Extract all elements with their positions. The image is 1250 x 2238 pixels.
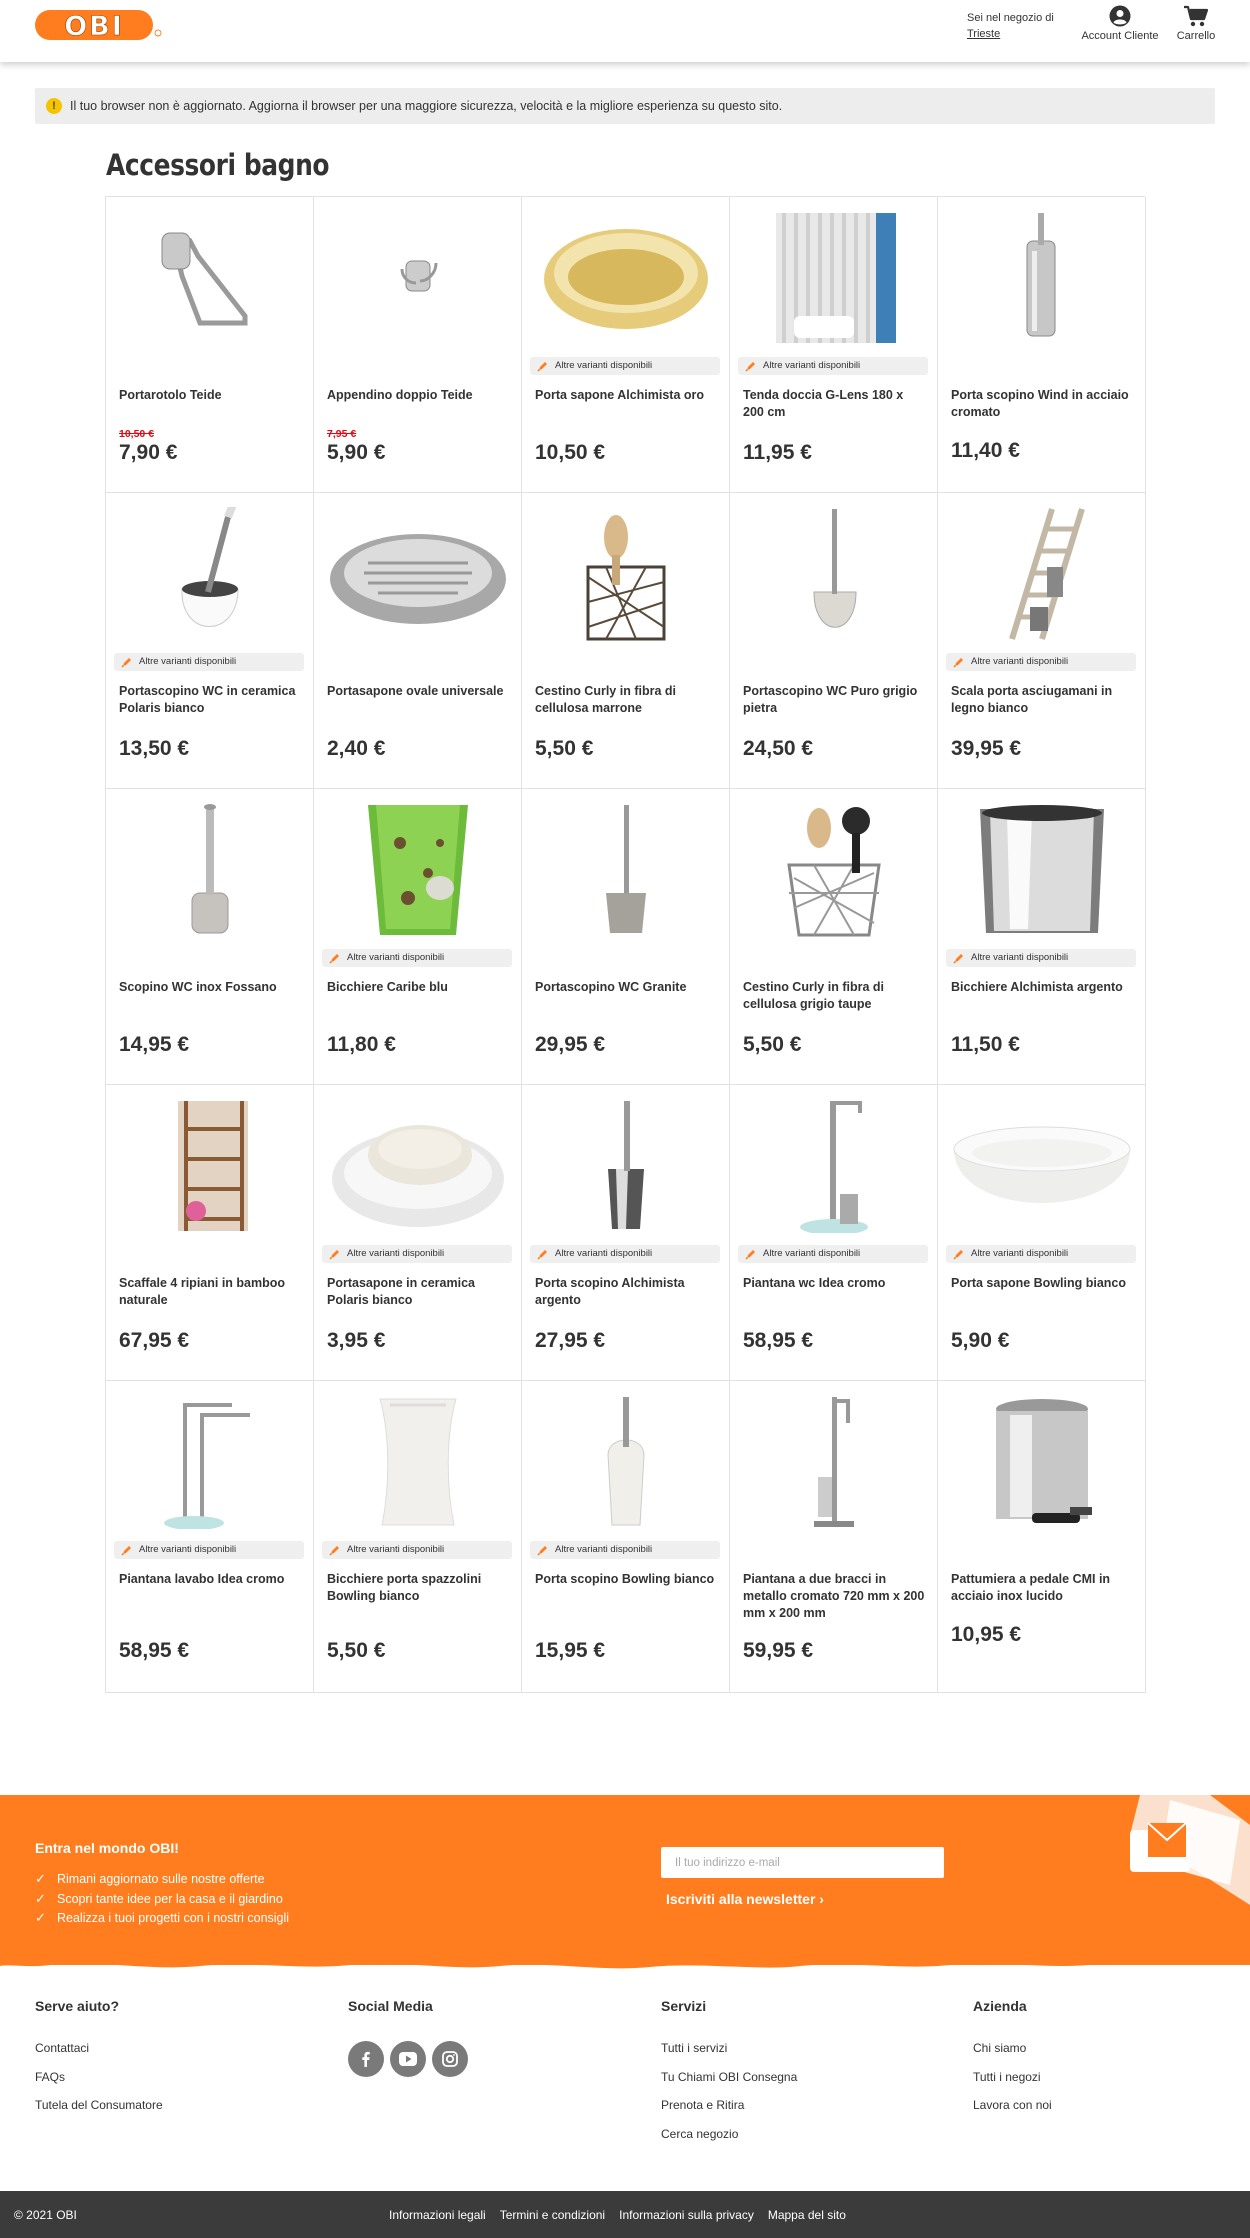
product-image[interactable] [952,803,1132,937]
product-price: 11,50 € [951,1033,1020,1056]
product-grid [105,196,1145,1693]
product-name[interactable]: Porta scopino Wind in acciaio cromato [951,388,1129,419]
footer-link[interactable]: Contattaci [35,2041,90,2055]
store-label: Sei nel negozio di [967,12,1054,24]
product-price: 5,50 € [535,737,594,760]
chrome-toilet-brush-icon [952,211,1132,345]
product-name[interactable]: Piantana wc Idea cromo [743,1276,886,1290]
product-image[interactable] [120,1395,300,1529]
product-image[interactable] [536,1395,716,1529]
variants-label: Altre varianti disponibili [347,952,445,963]
product-name[interactable]: Portasapone ovale universale [327,684,504,698]
footer-help-column [35,1998,295,2127]
variants-icon [329,1248,341,1260]
variants-icon [953,952,965,964]
double-hook-icon [328,211,508,345]
product-card[interactable] [314,493,522,789]
product-name[interactable]: Tenda doccia G-Lens 180 x 200 cm [743,388,904,419]
product-image[interactable] [536,1099,716,1233]
product-image[interactable] [952,507,1132,641]
newsletter-submit-link[interactable]: Iscriviti alla newsletter › [666,1891,824,1907]
silver-tumbler-icon [952,803,1132,937]
product-image[interactable] [536,211,716,345]
benefit-item: ✓ Rimani aggiornato sulle nostre offerte [35,1871,265,1886]
product-card[interactable] [314,1381,522,1693]
variants-label: Altre varianti disponibili [347,1544,445,1555]
product-price: 14,95 € [119,1033,190,1056]
footer-services-column [661,1998,921,2155]
variants-icon [953,656,965,668]
legal-link[interactable]: Informazioni legali [389,2208,486,2222]
product-image[interactable] [120,1099,300,1233]
silver-basket-icon [744,803,924,937]
facebook-icon[interactable] [348,2041,384,2077]
variants-badge[interactable] [738,1245,928,1263]
variants-icon [329,1544,341,1556]
green-tumbler-icon [328,803,508,937]
copyright: © 2021 OBI [14,2208,77,2222]
product-card[interactable] [730,1381,938,1693]
product-image[interactable] [952,1395,1132,1529]
variants-label: Altre varianti disponibili [555,1544,653,1555]
product-card[interactable] [730,789,938,1085]
product-name[interactable]: Cestino Curly in fibra di cellulosa grigio taupe [743,980,884,1011]
product-card[interactable] [106,197,314,493]
product-name[interactable]: Pattumiera a pedale CMI in acciaio inox lucido [951,1572,1111,1603]
cart-icon [1184,5,1208,27]
benefit-item: ✓ Scopri tante idee per la casa e il giardino [35,1890,283,1906]
variants-badge[interactable] [530,357,720,375]
newsletter-title: Entra nel mondo OBI! [35,1840,179,1856]
product-name[interactable]: Bicchiere Caribe blu [327,980,448,994]
product-price: 5,90 € [327,441,386,464]
product-name[interactable]: Piantana a due bracci in metallo cromato 720 mm x 200 mm x 200 mm [743,1572,925,1620]
product-image[interactable] [328,211,508,345]
product-image[interactable] [744,1395,924,1529]
bamboo-shelf-icon [120,1099,300,1233]
product-price: 27,95 € [535,1329,606,1352]
variants-icon [537,1248,549,1260]
product-image[interactable] [120,507,300,641]
footer-link[interactable]: FAQs [35,2069,66,2084]
product-card[interactable] [730,493,938,789]
white-ceramic-brush-icon [120,507,300,641]
variants-label: Altre varianti disponibili [555,1248,653,1259]
variants-badge[interactable] [114,1541,304,1559]
product-card[interactable] [522,1381,730,1693]
product-card[interactable] [106,789,314,1085]
warning-icon: ! [46,98,62,114]
footer-company-title: Azienda [973,1998,1027,2014]
product-card[interactable] [522,1085,730,1381]
variants-icon [537,1544,549,1556]
product-name[interactable]: Portascopino WC in ceramica Polaris bianco [119,684,296,715]
variants-badge[interactable] [114,653,304,671]
variants-badge[interactable] [738,357,928,375]
cart-button[interactable] [1172,5,1220,42]
variants-label: Altre varianti disponibili [971,952,1069,963]
product-card[interactable] [106,1381,314,1693]
variants-icon [953,1248,965,1260]
instagram-icon[interactable] [432,2041,468,2077]
brown-basket-icon [536,507,716,641]
product-price: 58,95 € [743,1329,814,1352]
product-card[interactable] [938,197,1146,493]
variants-label: Altre varianti disponibili [139,1544,237,1555]
product-price: 15,95 € [535,1639,606,1662]
variants-label: Altre varianti disponibili [971,656,1069,667]
product-price: 13,50 € [119,737,190,760]
product-card[interactable] [522,197,730,493]
product-card[interactable] [938,493,1146,789]
product-price: 29,95 € [535,1033,606,1056]
product-name[interactable]: Portascopino WC Granite [535,980,687,994]
check-icon: ✓ [35,1910,46,1925]
legal-link[interactable]: Mappa del sito [767,2208,846,2222]
variants-label: Altre varianti disponibili [763,360,861,371]
product-price: 39,95 € [951,737,1022,760]
product-image[interactable] [536,803,716,937]
towel-stand-icon [120,1395,300,1529]
product-old-price: 7,95 € [327,428,357,440]
footer-company-column [973,1998,1233,2127]
legal-links [389,2208,846,2222]
white-soap-bowl-icon [952,1099,1132,1233]
product-name[interactable]: Porta sapone Bowling bianco [951,1276,1127,1290]
product-image[interactable] [952,211,1132,345]
product-image[interactable] [536,507,716,641]
newsletter-envelope-illustration [1100,1795,1250,1910]
product-image[interactable] [120,211,300,345]
product-name[interactable]: Bicchiere Alchimista argento [951,980,1123,994]
product-price: 24,50 € [743,737,814,760]
inox-toilet-brush-icon [120,803,300,937]
gold-soap-dish-icon [536,211,716,345]
legal-link[interactable]: Termini e condizioni [499,2208,606,2222]
page-title: Accessori bagno [106,148,330,182]
product-card[interactable] [938,789,1146,1085]
product-old-price: 10,50 € [119,428,155,440]
variants-icon [121,1544,133,1556]
product-card[interactable] [314,197,522,493]
newsletter-brush-edge [0,1952,1250,1974]
variants-badge[interactable] [946,1245,1136,1263]
footer-social-column [348,1998,608,2077]
product-image[interactable] [328,1099,508,1233]
chevron-right-icon: › [819,1891,824,1907]
youtube-icon[interactable] [390,2041,426,2077]
newsletter-email-input[interactable] [661,1847,944,1878]
product-price: 11,80 € [327,1033,396,1056]
svg-text:OBI: OBI [64,11,124,41]
product-price: 2,40 € [327,737,386,760]
newsletter-section [0,1795,1250,1965]
account-button[interactable] [1080,5,1160,42]
variants-badge[interactable] [322,949,512,967]
product-price: 10,50 € [535,441,606,464]
variants-label: Altre varianti disponibili [763,1248,861,1259]
product-image[interactable] [120,803,300,937]
product-price: 11,95 € [743,441,812,464]
product-price: 67,95 € [119,1329,190,1352]
towel-ladder-icon [952,507,1132,641]
product-image[interactable] [328,803,508,937]
product-image[interactable] [328,1395,508,1529]
variants-label: Altre varianti disponibili [555,360,653,371]
product-name[interactable]: Portarotolo Teide [119,388,222,402]
product-image[interactable] [744,1099,924,1233]
product-card[interactable] [106,1085,314,1381]
product-price: 11,40 € [951,439,1020,462]
product-price: 3,95 € [327,1329,386,1352]
footer-link[interactable]: Chi siamo [973,2041,1027,2055]
product-price: 5,90 € [951,1329,1010,1352]
footer-link[interactable]: Tutti i servizi [661,2041,728,2055]
newsletter-benefits [35,1872,289,1931]
check-icon: ✓ [35,1890,46,1906]
variants-icon [745,1248,757,1260]
ceramic-soap-dish-icon [328,1099,508,1233]
footer-link[interactable]: Tutti i negozi [973,2069,1041,2084]
product-name[interactable]: Portasapone in ceramica Polaris bianco [327,1276,475,1307]
product-image[interactable] [744,211,924,345]
site-header [0,0,1250,62]
product-name[interactable]: Cestino Curly in fibra di cellulosa marrone [535,684,676,715]
variants-badge[interactable] [530,1245,720,1263]
product-card[interactable] [938,1085,1146,1381]
product-card[interactable] [314,1085,522,1381]
variants-label: Altre varianti disponibili [971,1248,1069,1259]
variants-badge[interactable] [946,949,1136,967]
shower-curtain-icon [744,211,924,345]
product-name[interactable]: Appendino doppio Teide [327,388,473,402]
product-card[interactable] [106,493,314,789]
product-name[interactable]: Piantana lavabo Idea cromo [119,1572,285,1586]
browser-warning-banner [35,88,1215,124]
product-image[interactable] [744,803,924,937]
variants-icon [329,952,341,964]
obi-logo[interactable] [35,9,163,41]
product-name[interactable]: Porta sapone Alchimista oro [535,388,705,402]
social-icons [348,2041,608,2077]
product-name[interactable]: Portascopino WC Puro grigio pietra [743,684,918,715]
footer-link[interactable]: Prenota e Ritira [661,2098,745,2112]
variants-badge[interactable] [946,653,1136,671]
footer-link[interactable]: Tutela del Consumatore [35,2098,163,2112]
cart-label: Carrello [1176,30,1216,42]
toilet-roll-holder-icon [120,211,300,345]
store-selector[interactable] [967,10,1054,42]
footer-help-title: Serve aiuto? [35,1998,120,2014]
warning-text: Il tuo browser non è aggiornato. Aggiorna il browser per una maggiore sicurezza, velocità e la migliore esperienza su questo sito. [70,99,783,113]
variants-icon [745,360,757,372]
product-price: 10,95 € [951,1623,1022,1646]
footer-services-title: Servizi [661,1998,707,2014]
store-name-link[interactable]: Trieste [967,28,1001,40]
pedal-bin-icon [952,1395,1132,1529]
variants-icon [537,360,549,372]
variants-icon [121,656,133,668]
footer-link[interactable]: Lavora con noi [973,2098,1052,2112]
product-name[interactable]: Scaffale 4 ripiani in bamboo naturale [119,1276,286,1307]
grey-toilet-brush-icon [744,507,924,641]
variants-badge[interactable] [322,1245,512,1263]
product-card[interactable] [522,789,730,1085]
white-tumbler-icon [328,1395,508,1529]
variants-badge[interactable] [530,1541,720,1559]
two-arm-stand-icon [744,1395,924,1529]
benefit-item: ✓ Realizza i tuoi progetti con i nostri consigli [35,1910,290,1925]
variants-badge[interactable] [322,1541,512,1559]
account-label: Account Cliente [1081,30,1159,42]
footer-link[interactable]: Cerca negozio [661,2126,739,2141]
product-price: 5,50 € [327,1639,386,1662]
product-card[interactable] [730,197,938,493]
footer-link[interactable]: Tu Chiami OBI Consegna [661,2069,798,2084]
product-image[interactable] [328,507,508,641]
product-card[interactable] [522,493,730,789]
product-name[interactable]: Porta scopino Bowling bianco [535,1572,715,1586]
variants-label: Altre varianti disponibili [347,1248,445,1259]
product-price: 59,95 € [743,1639,814,1662]
variants-label: Altre varianti disponibili [139,656,237,667]
product-name[interactable]: Porta scopino Alchimista argento [535,1276,685,1307]
product-image[interactable] [952,1099,1132,1233]
granite-toilet-brush-icon [536,803,716,937]
product-price: 5,50 € [743,1033,802,1056]
product-image[interactable] [744,507,924,641]
legal-link[interactable]: Informazioni sulla privacy [619,2208,754,2222]
silver-toilet-brush-icon [536,1099,716,1233]
oval-soap-dish-icon [328,507,508,641]
product-card[interactable] [938,1381,1146,1693]
user-icon [1109,5,1131,27]
footer-social-title: Social Media [348,1998,433,2014]
product-name[interactable]: Scopino WC inox Fossano [119,980,277,994]
product-name[interactable]: Scala porta asciugamani in legno bianco [951,684,1113,715]
product-card[interactable] [730,1085,938,1381]
bottom-bar [0,2191,1250,2238]
product-name[interactable]: Bicchiere porta spazzolini Bowling bianco [327,1572,482,1603]
white-toilet-brush-icon [536,1395,716,1529]
product-price: 7,90 € [119,441,178,464]
wc-stand-icon [744,1099,924,1233]
product-card[interactable] [314,789,522,1085]
check-icon: ✓ [35,1871,46,1886]
product-price: 58,95 € [119,1639,190,1662]
